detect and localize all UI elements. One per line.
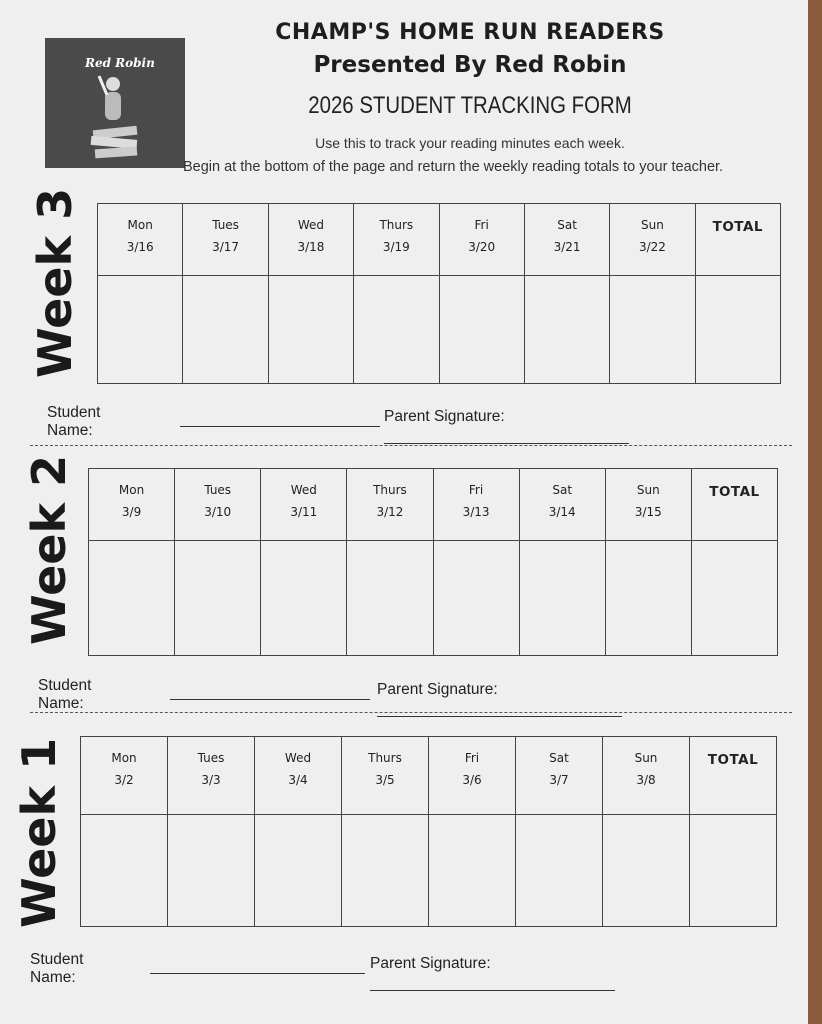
day-date: 3/11 [290, 505, 318, 519]
day-name: Tues [197, 751, 225, 765]
day-date: 3/4 [288, 773, 308, 787]
day-date: 3/10 [204, 505, 232, 519]
day-date: 3/19 [382, 240, 410, 254]
day-name: Wed [297, 218, 325, 232]
day-date: 3/13 [462, 505, 490, 519]
minutes-cell[interactable] [354, 276, 439, 384]
parent-signature-field[interactable] [370, 976, 615, 991]
day-header [603, 737, 690, 815]
minutes-cell[interactable] [168, 815, 255, 927]
minutes-cell[interactable] [605, 541, 691, 656]
student-name-row [38, 677, 91, 713]
week-log-table [97, 203, 781, 384]
student-name-label: Student Name: [47, 404, 101, 439]
day-header [605, 469, 691, 541]
student-name-field[interactable] [180, 410, 380, 427]
student-name-field[interactable] [170, 683, 370, 700]
day-header [433, 469, 519, 541]
mascot-on-books-icon [85, 70, 145, 160]
day-name: Tues [204, 483, 232, 497]
minutes-cell[interactable] [175, 541, 261, 656]
total-header: TOTAL [690, 737, 777, 815]
day-date: 3/21 [553, 240, 581, 254]
day-date: 3/3 [201, 773, 221, 787]
day-name: Sat [549, 751, 569, 765]
parent-signature-field[interactable] [384, 429, 629, 444]
day-date: 3/20 [468, 240, 496, 254]
day-header [261, 469, 347, 541]
cut-line-divider [30, 712, 792, 713]
day-date: 3/6 [462, 773, 482, 787]
minutes-cell[interactable] [610, 276, 695, 384]
minutes-cell[interactable] [603, 815, 690, 927]
cut-line-divider [30, 445, 792, 446]
minutes-cell[interactable] [524, 276, 609, 384]
day-header [439, 204, 524, 276]
day-header [183, 204, 268, 276]
day-name: Sun [634, 751, 658, 765]
form-title: 2026 STUDENT TRACKING FORM [308, 92, 632, 119]
student-name-field[interactable] [150, 957, 365, 974]
day-name: Mon [127, 218, 153, 232]
instruction-line-2: Begin at the bottom of the page and return the weekly reading totals to your teacher. [183, 159, 724, 175]
day-name: Thurs [368, 751, 402, 765]
logo-brand-text: Red Robin [85, 56, 155, 70]
week-log-table [80, 736, 777, 927]
minutes-cell[interactable] [255, 815, 342, 927]
day-name: Tues [212, 218, 239, 232]
day-name: Fri [474, 218, 489, 232]
day-date: 3/9 [121, 505, 142, 519]
day-name: Sat [552, 483, 573, 497]
day-header [89, 469, 175, 541]
day-date: 3/12 [376, 505, 404, 519]
day-date: 3/14 [548, 505, 576, 519]
day-name: Fri [464, 751, 480, 765]
minutes-cell[interactable] [81, 815, 168, 927]
day-header [347, 469, 433, 541]
minutes-cell[interactable] [98, 276, 183, 384]
week-label: Week 1 [12, 737, 66, 928]
day-name: Fri [468, 483, 484, 497]
day-date: 3/2 [114, 773, 134, 787]
minutes-cell[interactable] [519, 541, 605, 656]
program-title: CHAMP'S HOME RUN READERS [275, 20, 665, 45]
day-name: Sat [557, 218, 577, 232]
total-header: TOTAL [695, 204, 780, 276]
day-header [524, 204, 609, 276]
day-header [610, 204, 695, 276]
day-date: 3/5 [375, 773, 395, 787]
day-name: Sun [636, 483, 660, 497]
minutes-cell[interactable] [516, 815, 603, 927]
week-label: Week 3 [28, 187, 82, 378]
parent-signature-label: Parent Signature: [377, 681, 498, 698]
student-name-row [30, 951, 83, 987]
program-subtitle: Presented By Red Robin [313, 52, 627, 78]
total-cell[interactable] [695, 276, 780, 384]
day-name: Thurs [379, 218, 414, 232]
day-date: 3/18 [297, 240, 325, 254]
day-name: Wed [284, 751, 312, 765]
day-name: Mon [111, 751, 137, 765]
parent-signature-label: Parent Signature: [384, 408, 505, 425]
day-date: 3/7 [549, 773, 569, 787]
day-header [268, 204, 353, 276]
student-name-label: Student Name: [38, 677, 92, 712]
minutes-cell[interactable] [429, 815, 516, 927]
day-header [354, 204, 439, 276]
day-date: 3/22 [638, 240, 666, 254]
day-header [516, 737, 603, 815]
day-date: 3/17 [212, 240, 240, 254]
student-name-row [47, 404, 100, 440]
minutes-cell[interactable] [433, 541, 519, 656]
day-date: 3/16 [126, 240, 154, 254]
day-header [98, 204, 183, 276]
minutes-cell[interactable] [183, 276, 268, 384]
total-cell[interactable] [691, 541, 777, 656]
minutes-cell[interactable] [347, 541, 433, 656]
week-label: Week 2 [22, 454, 76, 645]
parent-signature-label: Parent Signature: [370, 955, 491, 972]
day-header [519, 469, 605, 541]
day-date: 3/15 [634, 505, 662, 519]
parent-signature-row [384, 408, 629, 444]
student-name-label: Student Name: [30, 951, 84, 986]
day-header [429, 737, 516, 815]
minutes-cell[interactable] [261, 541, 347, 656]
day-header [81, 737, 168, 815]
day-name: Mon [118, 483, 145, 497]
instruction-line-1: Use this to track your reading minutes each week. [315, 135, 625, 151]
parent-signature-field[interactable] [377, 702, 622, 717]
day-header [255, 737, 342, 815]
minutes-cell[interactable] [342, 815, 429, 927]
parent-signature-row [370, 955, 615, 991]
day-header [168, 737, 255, 815]
red-robin-logo [45, 38, 185, 168]
minutes-cell[interactable] [268, 276, 353, 384]
day-header [175, 469, 261, 541]
day-name: Thurs [373, 483, 407, 497]
day-name: Sun [641, 218, 664, 232]
day-name: Wed [290, 483, 317, 497]
week-log-table [88, 468, 778, 656]
day-date: 3/8 [636, 773, 656, 787]
total-header: TOTAL [691, 469, 777, 541]
minutes-cell[interactable] [89, 541, 175, 656]
total-cell[interactable] [690, 815, 777, 927]
minutes-cell[interactable] [439, 276, 524, 384]
day-header [342, 737, 429, 815]
